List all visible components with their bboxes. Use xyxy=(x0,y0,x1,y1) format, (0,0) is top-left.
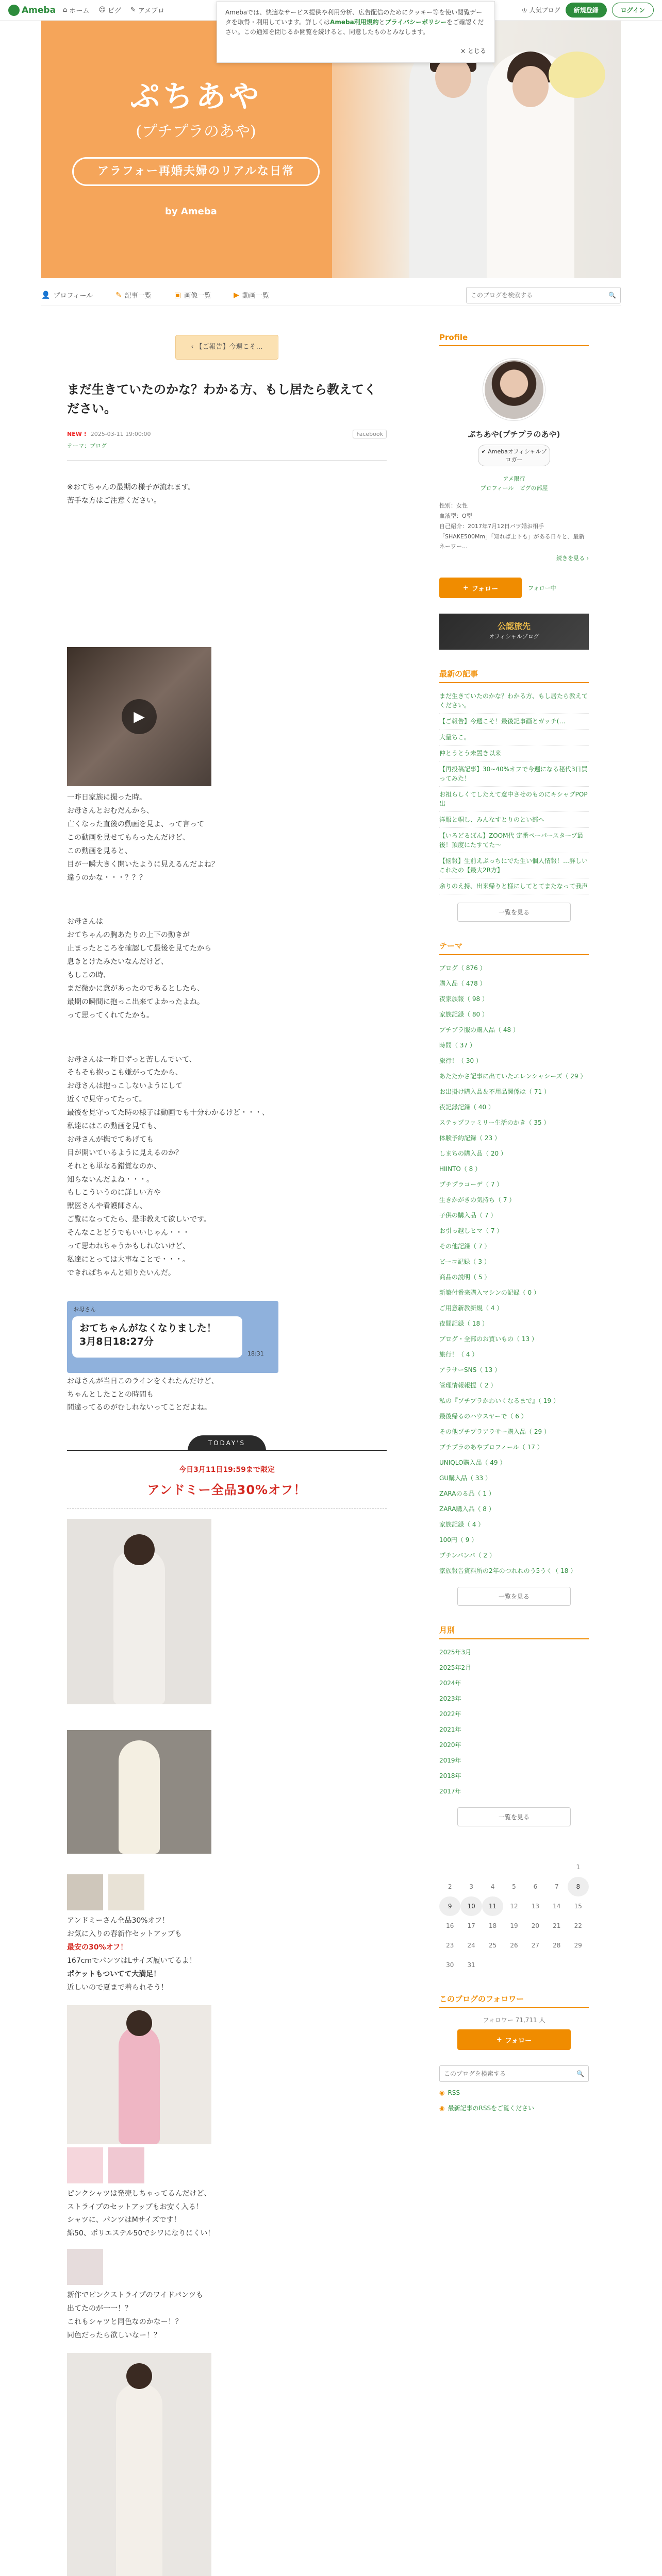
thumb-3[interactable] xyxy=(67,2147,103,2183)
sidebar-search xyxy=(439,2065,589,2082)
theme-item[interactable]: ブログ・全部のお買いもの（ 13 ） xyxy=(439,1335,538,1343)
calendar-week xyxy=(439,1877,589,1896)
plus-icon: + xyxy=(496,2036,502,2044)
theme-item[interactable]: プチプラ服の購入品（ 48 ） xyxy=(439,1026,519,1034)
ameba-logo[interactable]: Ameba xyxy=(8,5,56,16)
calendar-day[interactable]: 13 xyxy=(531,1903,540,1910)
calendar-day[interactable]: 30 xyxy=(446,1961,454,1969)
calendar-day[interactable]: 1 xyxy=(576,1863,581,1871)
thumb-2[interactable] xyxy=(108,1874,144,1910)
banner-subtitle: (プチプラのあや) xyxy=(136,123,256,141)
close-icon: × xyxy=(460,47,466,55)
nav-entries[interactable]: ✎ 記事一覧 xyxy=(115,291,152,300)
divider xyxy=(67,460,387,461)
calendar-day[interactable]: 5 xyxy=(512,1883,516,1891)
blog-search xyxy=(466,287,621,303)
article-date: 2025-03-11 19:00:00 xyxy=(90,431,151,438)
calendar-day[interactable]: 14 xyxy=(553,1903,561,1910)
rss-latest-link[interactable]: ◉ 最新記事のRSSをご覧ください xyxy=(439,2104,535,2112)
article xyxy=(67,314,387,2576)
blog-icon: ✎ xyxy=(130,6,136,14)
image-icon: ▣ xyxy=(174,291,181,299)
bride-face xyxy=(512,66,549,107)
bottom-links xyxy=(439,2089,589,2112)
monthly-heading: 月別 xyxy=(439,1624,589,1639)
calendar-day[interactable]: 15 xyxy=(574,1903,582,1910)
theme-item[interactable]: お引っ越しヒマ（ 7 ） xyxy=(439,1227,503,1235)
month-item[interactable]: 2025年2月 xyxy=(439,1664,472,1672)
avatar[interactable] xyxy=(483,359,545,420)
nav-videos[interactable]: ▶ 動画一覧 xyxy=(234,291,269,300)
calendar xyxy=(439,1857,589,1975)
top-nav xyxy=(63,5,164,15)
theme-item[interactable]: 私の『プチプラかわいくなるまで』（ 19 ） xyxy=(439,1397,559,1405)
sidebar xyxy=(439,314,589,2112)
pigg-icon: ☺ xyxy=(98,6,106,14)
month-list xyxy=(439,1645,589,1799)
calendar-week xyxy=(439,1936,589,1955)
calendar-day[interactable]: 21 xyxy=(553,1922,561,1930)
theme-item[interactable]: 購入品（ 478 ） xyxy=(439,980,486,988)
follow-row xyxy=(439,562,589,598)
profile-icon: 👤 xyxy=(41,291,51,299)
calendar-day xyxy=(525,1955,546,1975)
recent-item[interactable]: 【ご報告】今週こそ！最後記事画とガッチ(… xyxy=(439,714,589,730)
paragraph-7: ピンクシャツは発売しちゃってるんだけど、 ストライプのセットアップもお安く入る！ シャツに、パンツはMサイズです！ 綿50、ポリエステル50でシワになりにくい！ xyxy=(67,2189,215,2238)
calendar-day[interactable]: 10 xyxy=(460,1896,482,1916)
thumb-row-1 xyxy=(67,1874,387,1910)
theme-item[interactable]: 夜記録記録（ 40 ） xyxy=(439,1104,494,1111)
calendar-day[interactable]: 28 xyxy=(553,1942,561,1950)
article-meta xyxy=(67,430,387,438)
theme-item[interactable]: ZARA購入品（ 8 ） xyxy=(439,1505,495,1513)
today-sale-box xyxy=(67,1435,387,1509)
theme-item[interactable]: お出掛け購入品＆不用品関係は（ 71 ） xyxy=(439,1088,550,1096)
month-item[interactable]: 2025年3月 xyxy=(439,1649,472,1656)
top-right xyxy=(522,3,654,18)
theme-item[interactable]: 家族記録（ 4 ） xyxy=(439,1521,485,1529)
thumb-row-2 xyxy=(67,2147,387,2183)
nav-profile[interactable]: 👤 プロフィール xyxy=(41,291,93,300)
theme-item[interactable]: ZARAのる品（ 1 ） xyxy=(439,1490,495,1498)
product-photo-1[interactable] xyxy=(67,1519,211,1704)
theme-item[interactable]: アラサーSNS（ 13 ） xyxy=(439,1366,501,1374)
calendar-day[interactable]: 2 xyxy=(448,1883,452,1891)
month-item[interactable]: 2017年 xyxy=(439,1788,461,1795)
calendar-week xyxy=(439,1916,589,1936)
month-item[interactable]: 2023年 xyxy=(439,1695,461,1703)
recent-item[interactable]: 大量ちこ。 xyxy=(439,730,589,745)
nav-images[interactable]: ▣ 画像一覧 xyxy=(174,291,211,300)
signup-button[interactable]: 新規登録 xyxy=(566,3,607,18)
thumb-4[interactable] xyxy=(108,2147,144,2183)
theme-item[interactable]: その他プチプラアラサー購入品（ 29 ） xyxy=(439,1428,550,1436)
recent-item[interactable]: 仲とうとう未置き以来 xyxy=(439,745,589,761)
month-item[interactable]: 2022年 xyxy=(439,1710,461,1718)
recent-item[interactable]: まだ生きていたのかな？わかる方、もし居たら教えてください。 xyxy=(439,688,589,714)
theme-item[interactable]: プチンバンパ（ 2 ） xyxy=(439,1552,495,1560)
product-photo-3[interactable] xyxy=(67,2005,211,2144)
theme-item[interactable]: 家族記録（ 80 ） xyxy=(439,1011,488,1019)
theme-item[interactable]: プチプラコーデ（ 7 ） xyxy=(439,1181,503,1189)
calendar-day[interactable]: 25 xyxy=(488,1942,497,1950)
follow-button[interactable]: + フォロー xyxy=(439,578,522,598)
profile-heading: Profile xyxy=(439,333,589,346)
profile-links: アメ限行 プロフィール ピグの部屋 xyxy=(480,476,548,492)
calendar-day[interactable]: 27 xyxy=(531,1942,540,1950)
theme-item[interactable]: 夜家族報（ 98 ） xyxy=(439,995,488,1003)
calendar-day[interactable]: 20 xyxy=(531,1922,540,1930)
calendar-day[interactable]: 4 xyxy=(490,1883,495,1891)
calendar-day xyxy=(503,1857,524,1877)
calendar-day[interactable]: 23 xyxy=(446,1942,454,1950)
top-nav-ameblo[interactable]: ✎ アメブロ xyxy=(130,6,165,15)
recent-heading: 最新の記事 xyxy=(439,668,589,683)
top-nav-home[interactable]: ⌂ ホーム xyxy=(63,6,90,15)
search-icon[interactable]: 🔍 xyxy=(608,291,616,299)
calendar-day xyxy=(525,1857,546,1877)
theme-item[interactable]: 時間（ 37 ） xyxy=(439,1042,476,1049)
line-message-image[interactable] xyxy=(67,1301,278,1373)
follow-button-2[interactable]: + フォロー xyxy=(457,2029,571,2050)
rss-icon: ◉ xyxy=(439,2089,445,2097)
month-item[interactable]: 2018年 xyxy=(439,1772,461,1780)
rss-link[interactable]: ◉ RSS xyxy=(439,2089,460,2097)
plus-icon: + xyxy=(462,584,469,592)
sale-headline[interactable]: アンドミー全品30%オフ！ xyxy=(147,1483,307,1498)
privacy-link[interactable]: プライバシーポリシー xyxy=(385,19,447,26)
calendar-day xyxy=(503,1955,524,1975)
calendar-day[interactable]: 6 xyxy=(533,1883,538,1891)
blog-search-input[interactable] xyxy=(471,292,608,299)
article-video[interactable] xyxy=(67,647,211,786)
followers-count: フォロワー 71,711 人 xyxy=(483,2016,545,2024)
theme-item[interactable]: 生きかがきの気持ち（ 7 ） xyxy=(439,1196,516,1204)
calendar-day[interactable]: 9 xyxy=(439,1896,460,1916)
calendar-day[interactable]: 8 xyxy=(568,1877,589,1896)
top-nav-pigg[interactable]: ☺ ピグ xyxy=(98,6,121,15)
paragraph-2: 一昨日家族に撮った時。 お母さんとおむだんから、 亡くなった直後の動画を見よ、って言って この動画を見せてもらったんだけど、 この動画を見ると、 目が一瞬大きく開いたように見えるんだよね？ 違うのかな・・・？？？ xyxy=(67,793,219,882)
calendar-week xyxy=(439,1857,589,1877)
read-more-link[interactable]: 続きを見る › xyxy=(556,555,589,562)
theme-item[interactable]: HIINTO（ 8 ） xyxy=(439,1165,482,1173)
recent-item[interactable]: 【悩報】生前えぷっちにでた生い個人情報！…詳しいこれたの【最大2R方】 xyxy=(439,853,589,878)
month-item[interactable]: 2024年 xyxy=(439,1680,461,1687)
line-time: 18:31 xyxy=(247,1350,264,1357)
theme-item[interactable]: 管理情報報提（ 2 ） xyxy=(439,1382,497,1389)
calendar-day xyxy=(482,1857,503,1877)
paragraph-5: お母さんが当日このラインをくれたんだけど、 ちゃんとしたことの時間も 間違ってるのがむしれないってことだよね。 xyxy=(67,1377,219,1412)
popular-blog-link[interactable]: ♔ 人気ブログ xyxy=(521,7,560,14)
theme-item[interactable]: ビーコ記録（ 3 ） xyxy=(439,1258,490,1266)
theme-more-button[interactable]: 一覧を見る xyxy=(457,1587,571,1606)
followers-heading: このブログのフォロワー xyxy=(439,1993,589,2008)
article-theme[interactable]: テーマ：ブログ xyxy=(67,443,107,450)
check-icon: ✔ xyxy=(481,448,488,455)
profile-name[interactable]: ぷちあや(プチプラのあや) xyxy=(468,430,560,439)
home-icon: ⌂ xyxy=(63,6,68,14)
theme-list xyxy=(439,960,589,1579)
thumb-1[interactable] xyxy=(67,1874,103,1910)
notice-close-button[interactable]: × とじる xyxy=(460,47,486,55)
recent-item[interactable]: 余りのえ持、出来帰りと様にしてとてまたなって我声 xyxy=(439,878,589,894)
play-icon[interactable]: ▶ xyxy=(122,699,157,734)
theme-item[interactable]: 100円（ 9 ） xyxy=(439,1536,478,1544)
banner-by: by Ameba xyxy=(165,206,217,217)
recent-item[interactable]: 【いろどるぼん】ZOOM代 定番ペーパースターブ最後！頂度にたすてた～ xyxy=(439,828,589,853)
calendar-day[interactable]: 22 xyxy=(574,1922,582,1930)
share-button[interactable]: Facebook xyxy=(353,430,387,438)
new-badge: NEW ! xyxy=(67,431,87,438)
calendar-day xyxy=(482,1955,503,1975)
month-more-button[interactable]: 一覧を見る xyxy=(457,1807,571,1826)
recent-item[interactable]: 洋服と帽し、みんなすとりのとい部へ xyxy=(439,812,589,828)
thumb-5[interactable] xyxy=(67,2249,103,2285)
article-title[interactable]: まだ生きていたのかな？わかる方、もし居たら教えてください。 xyxy=(67,382,376,416)
calendar-day[interactable]: 26 xyxy=(510,1942,518,1950)
calendar-day[interactable]: 7 xyxy=(555,1883,559,1891)
blog-nav xyxy=(41,284,621,306)
calendar-day xyxy=(546,1955,567,1975)
banner-title: ぷちあや xyxy=(129,79,262,114)
paragraph-3: お母さんは おてちゃんの胸あたりの上下の動きが 止まったところを確認して最後を見てたから 息きとけたみたいなんだけど、 もしこの時、 まだ微かに意があったのであるとしたら、 最期の瞬間に抱っこ出来てよかったよね。 って思ってくれてたかも。 xyxy=(67,918,211,1020)
sale-limit: 今日3月11日19:59まで限定 xyxy=(179,1466,275,1475)
calendar-day[interactable]: 31 xyxy=(467,1961,475,1969)
theme-item[interactable]: あたたかさ記事に出ていたエレンシャシーズ（ 29 ） xyxy=(439,1073,587,1080)
calendar-week xyxy=(439,1896,589,1916)
terms-link[interactable]: Ameba利用規約 xyxy=(330,19,379,26)
calendar-day[interactable]: 17 xyxy=(467,1922,475,1930)
line-bubble: おてちゃんがなくなりました！ 3月8日18:27分 xyxy=(72,1316,242,1358)
calendar-week xyxy=(439,1955,589,1975)
paragraph-6: アンドミーさん全品30%オフ！ お気に入りの春新作セットアップも 最安の30%オフ！ 167cmでパンツはLサイズ履いてるよ！ ポケットもついてて大満足！ 近しいので夏まで着られそう！ xyxy=(67,1914,387,1994)
calendar-day[interactable]: 24 xyxy=(467,1942,475,1950)
calendar-day[interactable]: 16 xyxy=(446,1922,454,1930)
official-blog-banner[interactable]: 公認旅先 オフィシャルブログ xyxy=(439,614,589,650)
line-sender: お母さん xyxy=(73,1306,96,1313)
theme-item[interactable]: GU購入品（ 33 ） xyxy=(439,1475,491,1482)
month-item[interactable]: 2019年 xyxy=(439,1757,461,1765)
todays-badge: TODAY'S xyxy=(188,1435,266,1451)
theme-item[interactable]: 家族報告資料所の2年のつれれのう5うく（ 18 ） xyxy=(439,1567,577,1575)
paragraph-8: 新作でピンクストライプのワイドパンツも 出てたのが一一！？ これもシャツと同色なのかなー！？ 同色だったら欲しいなー！？ xyxy=(67,2291,204,2340)
theme-item[interactable]: 商品の説明（ 5 ） xyxy=(439,1274,491,1281)
rss-icon: ◉ xyxy=(439,2104,445,2112)
prev-article-button[interactable]: ‹ 【ご報告】今週こそ… xyxy=(175,335,278,360)
recent-list xyxy=(439,688,589,894)
calendar-day[interactable]: 19 xyxy=(510,1922,518,1930)
calendar-day[interactable]: 29 xyxy=(574,1942,582,1950)
chevron-left-icon: ‹ xyxy=(191,343,196,351)
month-item[interactable]: 2020年 xyxy=(439,1741,461,1749)
theme-item[interactable]: 新築付番来購入マシンの記録（ 0 ） xyxy=(439,1289,540,1297)
highlight-text: 最安の30%オフ！ xyxy=(67,1943,128,1952)
ameba-logo-icon xyxy=(8,5,20,16)
theme-item[interactable]: 旅行！（ 4 ） xyxy=(439,1351,478,1359)
recent-item[interactable]: お祖らしくてしたえて意中させのものにキシャプPOP出 xyxy=(439,787,589,812)
official-blogger-badge: ✔ Amebaオフィシャルブロガー xyxy=(478,445,550,466)
theme-item[interactable]: UNIQLO購入品（ 49 ） xyxy=(439,1459,506,1467)
calendar-day xyxy=(439,1857,460,1877)
theme-item[interactable]: 体験予約記録（ 23 ） xyxy=(439,1134,501,1142)
following-link[interactable]: フォロー中 xyxy=(528,585,556,592)
login-button[interactable]: ログイン xyxy=(612,3,654,18)
paragraph-1: ※おてちゃんの最期の様子が流れます。 苦手な方はご注意ください。 xyxy=(67,483,195,505)
theme-item[interactable]: 夜間記録（ 18 ） xyxy=(439,1320,488,1328)
product-photo-4[interactable] xyxy=(67,2353,211,2576)
theme-item[interactable]: その他記録（ 7 ） xyxy=(439,1243,491,1250)
paragraph-4: お母さんは一昨日ずっと苦しんでいて、 そもそも抱っこも嫌がってたから、 お母さんは抱っこしないようにして 近くで見守ってたって。 最後を見守ってた時の様子は動画でも十分わかるけど・・・、 私達にはこの動画を見ても、 お母さんが撫でてあげても 目が開いているように見えるのか？ それとも単なる錯覚なのか、 知らないんだよね・・・。 もしこういうのに詳しい方や 獣医さんや看護師さん、 ご覧になってたら、是非教えて欲しいです。 そんなことどうでもいいじゃん・・・ って思われちゃうかもしれないけど、 私達にとっては大事なことで・・・。 できればちゃんと知りたいんだ。 xyxy=(67,1055,269,1277)
entries-icon: ✎ xyxy=(115,291,122,299)
theme-item[interactable]: ステップファミリー生活のかき（ 35 ） xyxy=(439,1119,550,1127)
theme-item[interactable]: 子供の購入品（ 7 ） xyxy=(439,1212,497,1219)
theme-item[interactable]: 最後帰るのハウスヤーで（ 6 ） xyxy=(439,1413,527,1420)
groom-face xyxy=(435,57,471,98)
theme-heading: テーマ xyxy=(439,940,589,955)
chevron-right-icon: › xyxy=(586,555,589,562)
banner-tagline: アラフォー再婚夫婦のリアルな日常 xyxy=(72,157,320,186)
theme-item[interactable]: ブログ（ 876 ） xyxy=(439,964,486,972)
calendar-day xyxy=(460,1857,482,1877)
profile-detail: 性別：女性 血液型：O型 自己紹介：2017年7月12日バツ婚お相手 「SHAKE500Mm」「知れば上下も」がある日々と、最新ネーワー… xyxy=(439,502,585,550)
crown-icon: ♔ xyxy=(521,7,527,14)
bouquet xyxy=(549,52,605,98)
theme-item[interactable]: ご用意新教新規（ 4 ） xyxy=(439,1304,503,1312)
search-icon[interactable]: 🔍 xyxy=(576,2070,584,2078)
recent-more-button[interactable]: 一覧を見る xyxy=(457,903,571,922)
calendar-day[interactable]: 12 xyxy=(510,1903,518,1910)
sidebar-search-input[interactable] xyxy=(444,2070,576,2077)
month-item[interactable]: 2021年 xyxy=(439,1726,461,1734)
calendar-day[interactable]: 3 xyxy=(469,1883,473,1891)
calendar-day xyxy=(546,1857,567,1877)
theme-item[interactable]: プチプラのあやプロフィール（ 17 ） xyxy=(439,1444,543,1451)
calendar-day[interactable]: 18 xyxy=(488,1922,497,1930)
product-photo-2[interactable] xyxy=(67,1730,211,1854)
video-icon: ▶ xyxy=(234,291,239,299)
theme-item[interactable]: 旅行！（ 30 ） xyxy=(439,1057,482,1065)
cookie-notice: Amebaでは、快適なサービス提供や利用分析、広告配信のためにクッキー等を使い閲覧データを取得・利用しています。詳しくはAmeba利用規約とプライバシーポリシーをご確認ください。この通知を閉じるか閲覧を続けると、同意したものとみなします。 × とじる xyxy=(217,1,495,63)
theme-item[interactable]: しまちの購入品（ 20 ） xyxy=(439,1150,507,1158)
calendar-day xyxy=(568,1955,589,1975)
calendar-day[interactable]: 11 xyxy=(482,1896,503,1916)
recent-item[interactable]: 【再投稿記事】30~40%オフで今週になる秘代3日買ってみた！ xyxy=(439,761,589,787)
